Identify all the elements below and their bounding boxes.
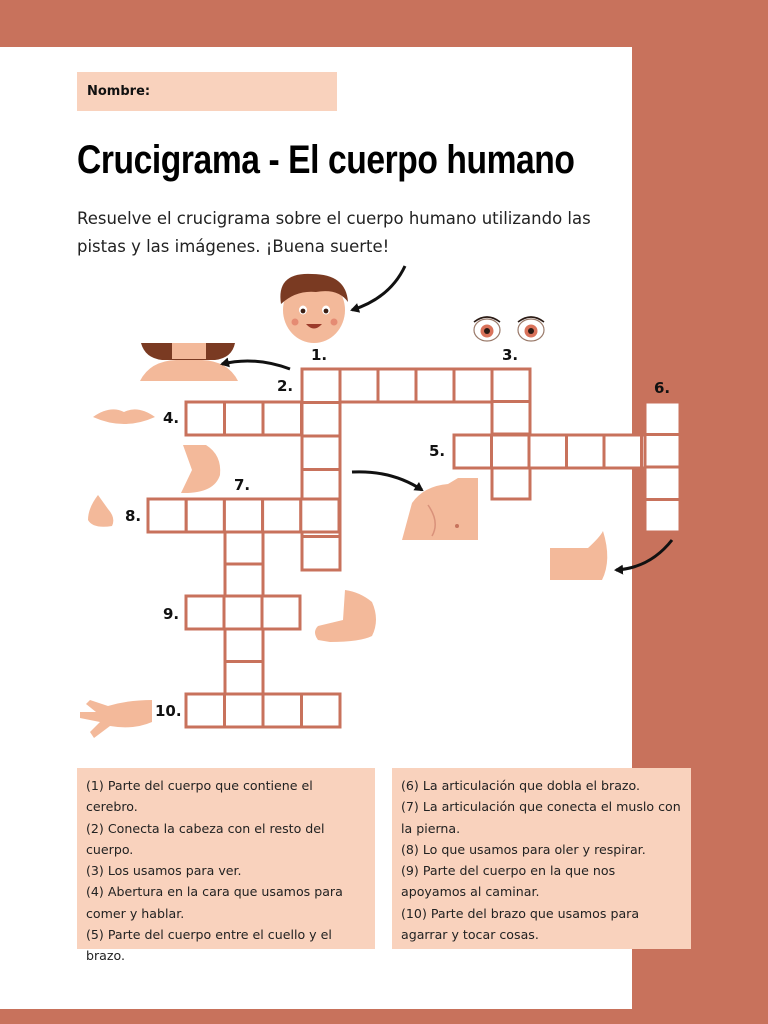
crossword-cell[interactable] bbox=[263, 499, 301, 532]
crossword-cell[interactable] bbox=[529, 435, 567, 468]
clue-9: (9) Parte del cuerpo en la que nos apoyamos al caminar. bbox=[401, 863, 616, 900]
crossword-cell[interactable] bbox=[263, 694, 302, 727]
clue-8: (8) Lo que usamos para oler y respirar. bbox=[401, 841, 646, 857]
foot-icon bbox=[315, 590, 376, 642]
word-number-2: 2. bbox=[277, 377, 294, 395]
word-number-9: 9. bbox=[163, 605, 180, 623]
crossword-cell[interactable] bbox=[186, 499, 224, 532]
elbow-icon bbox=[550, 531, 607, 580]
crossword-cell[interactable] bbox=[454, 369, 492, 402]
crossword-cell[interactable] bbox=[301, 499, 339, 532]
crossword-cell[interactable] bbox=[225, 694, 264, 727]
instructions: Resuelve el crucigrama sobre el cuerpo humano utilizando las pistas y las imágenes. ¡Buena suerte! bbox=[77, 209, 591, 256]
crossword-cell[interactable] bbox=[378, 369, 416, 402]
word-number-10: 10. bbox=[155, 702, 182, 720]
clue-7: (7) La articulación que conecta el muslo con la pierna. bbox=[401, 799, 681, 836]
crossword-cell[interactable] bbox=[492, 467, 530, 500]
crossword-cell[interactable] bbox=[263, 402, 302, 435]
crossword-cell[interactable] bbox=[302, 694, 341, 727]
clue-1: (1) Parte del cuerpo que contiene el cerebro. bbox=[86, 778, 313, 815]
crossword-cell[interactable] bbox=[492, 369, 530, 402]
page-title: Crucigrama - El cuerpo humano bbox=[77, 138, 575, 182]
crossword-cell[interactable] bbox=[340, 369, 378, 402]
crossword-cell[interactable] bbox=[225, 662, 263, 695]
face-icon bbox=[280, 274, 348, 343]
crossword-cell[interactable] bbox=[148, 499, 186, 532]
eyes-icon bbox=[474, 317, 544, 341]
clues-panel-left bbox=[77, 768, 375, 964]
crossword-cell[interactable] bbox=[186, 596, 224, 629]
crossword-cell[interactable] bbox=[302, 537, 340, 571]
word-number-4: 4. bbox=[163, 409, 180, 427]
word-number-7: 7. bbox=[234, 476, 251, 494]
clue-4: (4) Abertura en la cara que usamos para comer y hablar. bbox=[86, 884, 343, 921]
crossword-cell[interactable] bbox=[645, 435, 680, 468]
arrow-icon bbox=[222, 361, 290, 369]
crossword-cell[interactable] bbox=[225, 532, 263, 565]
crossword-cell[interactable] bbox=[492, 435, 530, 468]
word-number-1: 1. bbox=[311, 346, 328, 364]
crossword-cell[interactable] bbox=[262, 596, 300, 629]
clue-2: (2) Conecta la cabeza con el resto del cuerpo. bbox=[86, 820, 325, 857]
crossword-cell[interactable] bbox=[645, 500, 680, 533]
clue-10: (10) Parte del brazo que usamos para agarrar y tocar cosas. bbox=[401, 905, 640, 943]
crossword-cell[interactable] bbox=[225, 629, 263, 662]
nose-icon bbox=[88, 495, 113, 527]
crossword-cell[interactable] bbox=[302, 369, 340, 403]
neck-icon bbox=[140, 343, 238, 381]
clue-5: (5) Parte del cuerpo entre el cuello y el brazo. bbox=[86, 927, 332, 964]
crossword-cell[interactable] bbox=[225, 402, 264, 435]
crossword-cell[interactable] bbox=[645, 467, 680, 500]
arrow-icon bbox=[616, 540, 672, 570]
word-number-5: 5. bbox=[429, 442, 446, 460]
crossword-cell[interactable] bbox=[224, 596, 262, 629]
mouth-icon bbox=[93, 409, 155, 424]
knee-icon bbox=[181, 445, 220, 493]
clues-panel-right bbox=[392, 768, 691, 949]
clue-6: (6) La articulación que dobla el brazo. bbox=[401, 778, 641, 793]
crossword-cell[interactable] bbox=[225, 564, 263, 597]
crossword-cell[interactable] bbox=[302, 403, 340, 437]
crossword-cell[interactable] bbox=[302, 436, 340, 470]
crossword-cell[interactable] bbox=[454, 435, 492, 468]
shoulder-icon bbox=[402, 478, 478, 540]
crossword-cell[interactable] bbox=[645, 402, 680, 435]
name-label: Nombre: bbox=[87, 84, 151, 99]
crossword-cell[interactable] bbox=[492, 402, 530, 435]
crossword-cell[interactable] bbox=[186, 402, 225, 435]
crossword-cell[interactable] bbox=[224, 499, 262, 532]
crossword-cell[interactable] bbox=[186, 694, 225, 727]
hand-icon bbox=[80, 700, 152, 738]
crossword-cell[interactable] bbox=[604, 435, 642, 468]
arrow-icon bbox=[352, 472, 422, 490]
clue-3: (3) Los usamos para ver. bbox=[86, 863, 242, 879]
arrow-icon bbox=[352, 266, 405, 310]
word-number-3: 3. bbox=[502, 346, 519, 364]
word-number-8: 8. bbox=[125, 507, 142, 525]
crossword-cell[interactable] bbox=[416, 369, 454, 402]
word-number-6: 6. bbox=[654, 379, 671, 397]
crossword-cell[interactable] bbox=[567, 435, 605, 468]
